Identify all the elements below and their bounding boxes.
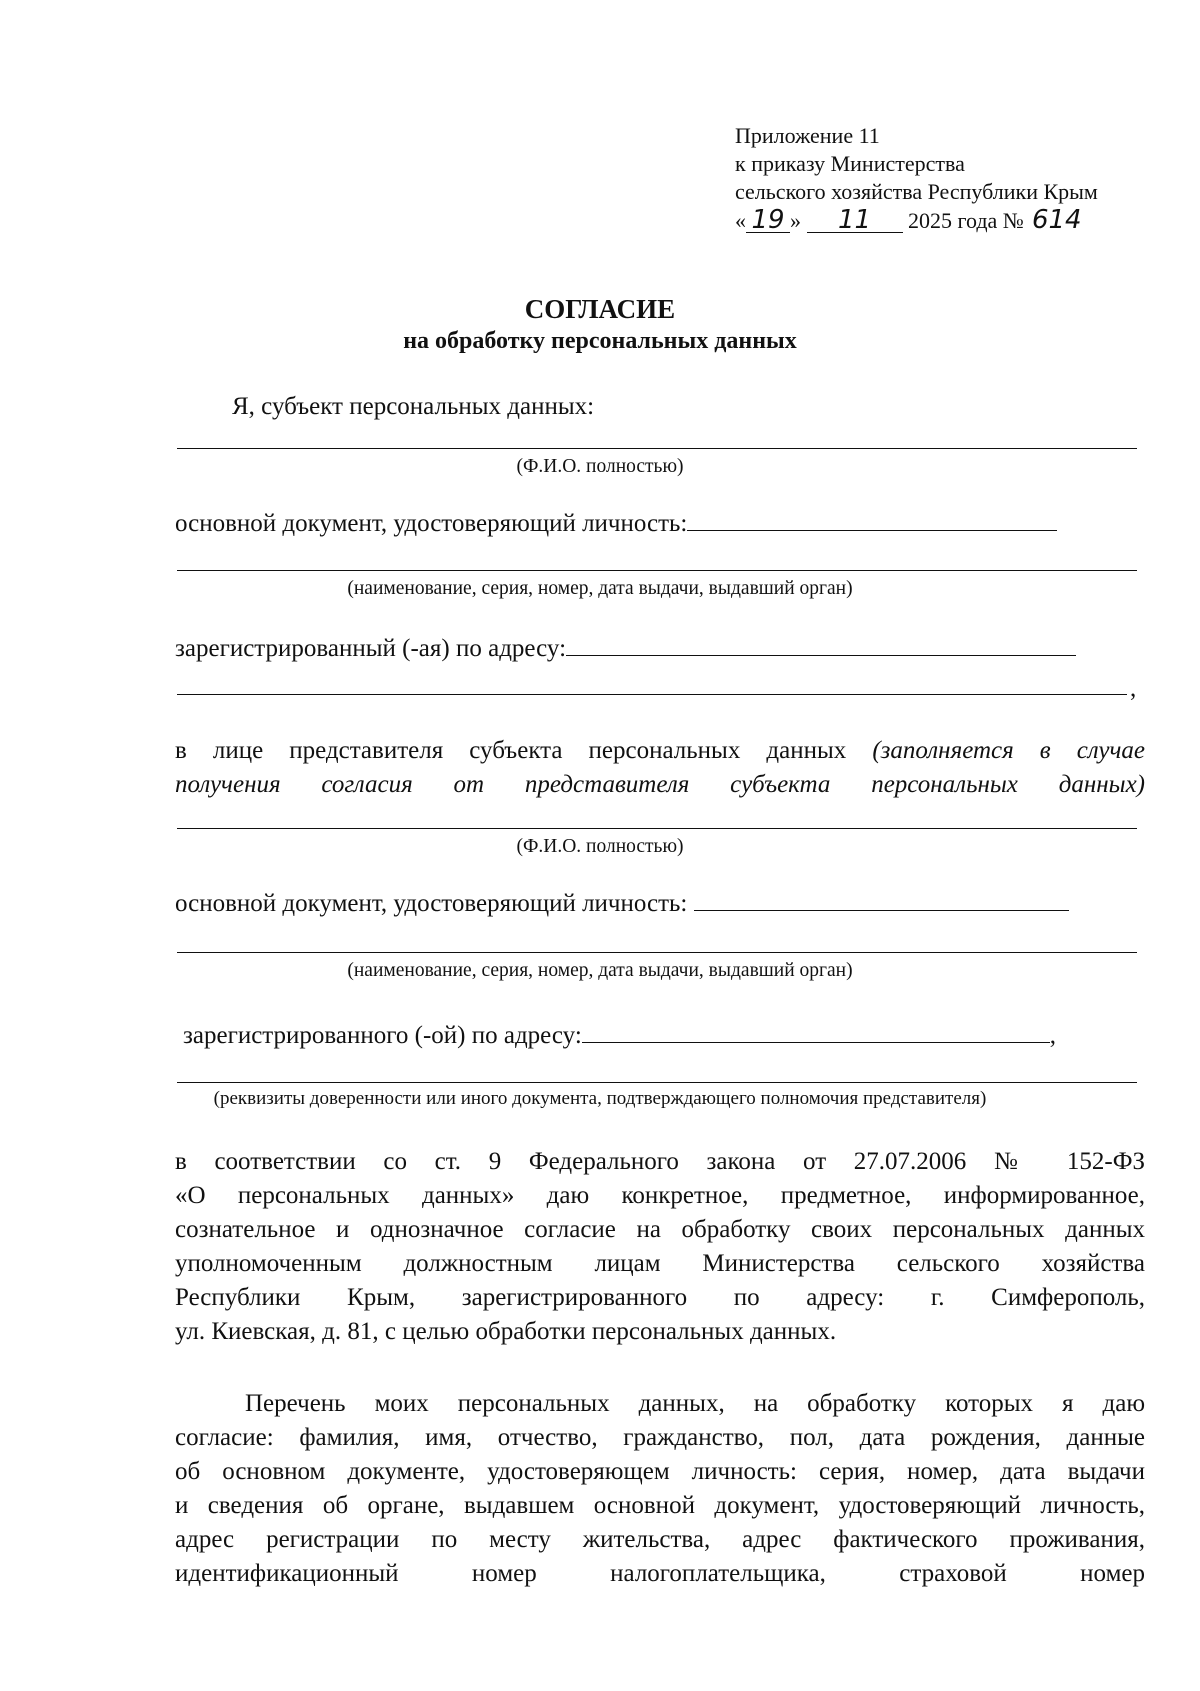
caption-doc: (наименование, серия, номер, дата выдачи, выдавший орган) [347,578,853,599]
list-line: об основном документе, удостоверяющем личность: серия, номер, дата выдачи [175,1458,1145,1485]
representative-italic-1: (заполняется в случае [872,737,1145,764]
representative-plain: в лице представителя субъекта персональных данных [175,737,847,764]
date-year-text: 2025 года № [908,208,1024,233]
doc-underline-inline [687,528,1057,531]
address-comma: , [1130,675,1137,702]
subject-intro: Я, субъект персональных данных: [232,393,595,420]
registered-label-rep: зарегистрированного (-ой) по адресу: [183,1022,582,1049]
registered-label: зарегистрированный (-ая) по адресу: [175,635,567,662]
caption-fio: (Ф.И.О. полностью) [516,456,684,477]
registered-line [175,635,1076,663]
date-open-quote: « [735,208,746,233]
doc-line [175,510,1057,538]
date-day-handwritten: 19 [746,208,790,233]
registered-rep-underline-inline [582,1040,1050,1043]
representative-line-1 [175,737,1145,765]
doc-label-rep: основной документ, удостоверяющий личность: [175,890,688,917]
caption-power: (реквизиты доверенности или иного документа, подтверждающего полномочия представителя) [213,1088,987,1109]
doc-rep-underline-inline [694,908,1069,911]
doc-rep-line [175,890,1069,918]
list-line: адрес регистрации по месту жительства, адрес фактического проживания, [175,1526,1145,1553]
consent-line: Республики Крым, зарегистрированного по адресу: г. Симферополь, [175,1284,1145,1311]
consent-line: «О персональных данных» даю конкретное, предметное, информированное, [175,1182,1145,1209]
appendix-number: Приложение 11 [735,123,880,148]
representative-line-2: получения согласия от представителя субъекта персональных данных) [175,771,1145,798]
document-title: СОГЛАСИЕ [524,294,676,324]
list-line: Перечень моих персональных данных, на обработку которых я даю [245,1390,1145,1417]
consent-line: уполномоченным должностным лицам Министерства сельского хозяйства [175,1250,1145,1277]
document-subtitle: на обработку персональных данных [403,328,797,354]
registered-underline-inline [566,653,1076,656]
list-line: идентификационный номер налогоплательщика, страховой номер [175,1560,1145,1587]
registered-rep-comma: , [1049,1022,1057,1049]
consent-line: сознательное и однозначное согласие на обработку своих персональных данных [175,1216,1145,1243]
doc-rep-underline [177,952,1137,953]
caption-doc-rep: (наименование, серия, номер, дата выдачи, выдавший орган) [347,960,853,981]
registered-rep-line [183,1022,1056,1050]
caption-fio-rep: (Ф.И.О. полностью) [516,836,684,857]
appendix-ministry: сельского хозяйства Республики Крым [735,179,1098,204]
list-line: согласие: фамилия, имя, отчество, гражданство, пол, дата рождения, данные [175,1424,1145,1451]
power-underline [177,1082,1137,1083]
date-month-handwritten: 11 [807,208,903,233]
list-line: и сведения об органе, выдавшем основной документ, удостоверяющий личность, [175,1492,1145,1519]
doc-label: основной документ, удостоверяющий личность: [175,510,688,537]
date-close-quote: » [790,208,801,233]
consent-line: в соответствии со ст. 9 Федерального закона от 27.07.2006 № 152-ФЗ [175,1148,1145,1175]
appendix-order-ref: к приказу Министерства [735,151,965,176]
address-underline [177,694,1127,695]
doc-underline [177,570,1137,571]
fio-underline [177,448,1137,449]
consent-line-last: ул. Киевская, д. 81, с целью обработки персональных данных. [175,1318,837,1345]
rep-fio-underline [177,828,1137,829]
order-number-handwritten: 614 [1031,205,1082,235]
appendix-date-line [735,207,1090,235]
